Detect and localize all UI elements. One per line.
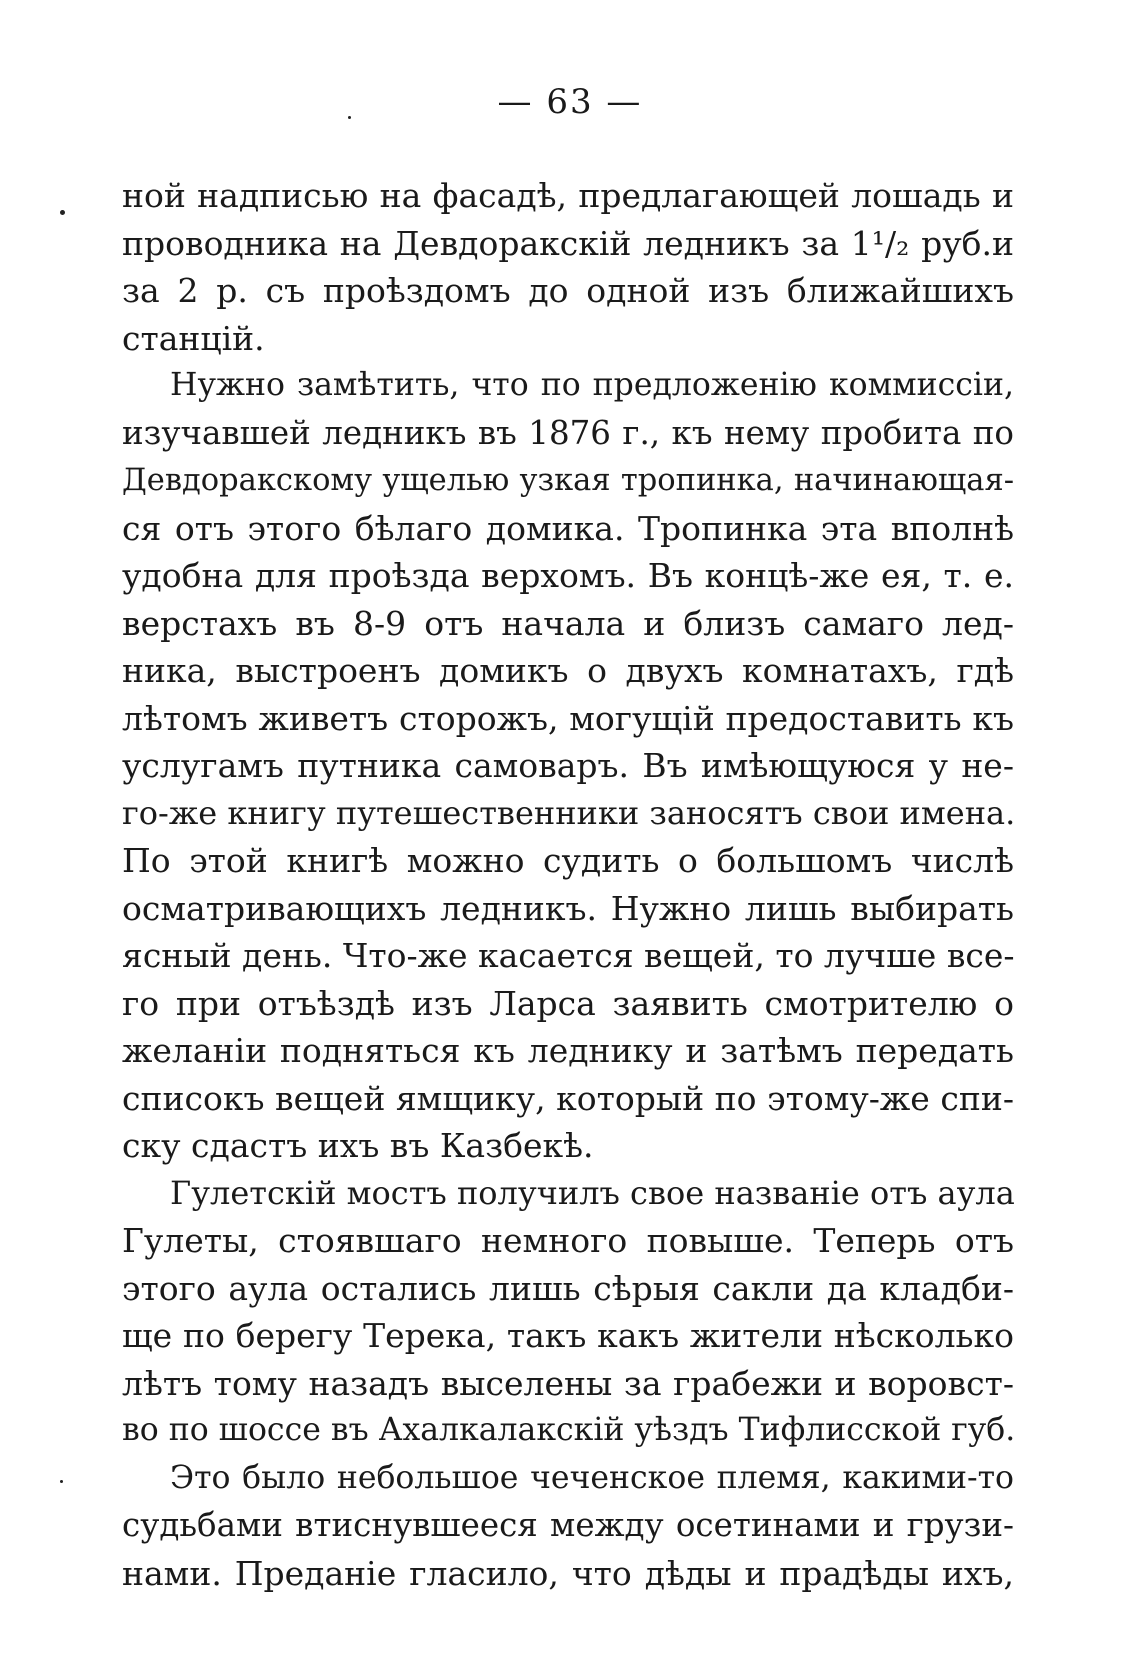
text-line: лѣтъ тому назадъ выселены за грабежи и воровст- <box>122 1363 1014 1403</box>
text-line: во по шоссе въ Ахалкалакскій уѣздъ Тифлисской губ. <box>122 1412 1016 1448</box>
body-text <box>122 172 1014 1597</box>
text-line: ску сдастъ ихъ въ Казбекѣ. <box>122 1126 594 1165</box>
text-line: ясный день. Что-же касается вещей, то лучше все- <box>122 936 1015 975</box>
text-line: ся отъ этого бѣлаго домика. Тропинка эта вполнѣ <box>122 508 1014 548</box>
text-line: этого аула остались лишь сѣрыя сакли да кладби- <box>122 1268 1014 1308</box>
text-line: По этой книгѣ можно судить о большомъ числѣ <box>122 841 1014 880</box>
text-line: Гулетскій мостъ получилъ свое названіе отъ аула <box>170 1173 1015 1212</box>
text-line: Гулеты, стоявшаго немного повыше. Теперь отъ <box>122 1221 1014 1260</box>
text-line: удобна для проѣзда верхомъ. Въ концѣ-же ея, т. е. <box>122 556 1014 595</box>
print-speck <box>60 1480 63 1483</box>
text-line: Нужно замѣтить, что по предложенію коммиссіи, <box>170 367 1014 403</box>
print-speck <box>60 210 65 215</box>
text-line: ще по берегу Терека, такъ какъ жители нѣсколько <box>122 1316 1014 1355</box>
text-line: услугамъ путника самоваръ. Въ имѣющуюся у не- <box>122 746 1014 785</box>
page-number: — 63 — <box>497 82 643 122</box>
text-line: го при отъѣздѣ изъ Ларса заявить смотрителю о <box>122 983 1014 1023</box>
text-line: нами. Преданіе гласило, что дѣды и прадѣды ихъ, <box>122 1553 1014 1593</box>
text-line: за 2 р. съ проѣздомъ до одной изъ ближайшихъ <box>122 271 1014 310</box>
text-line: желаніи подняться къ леднику и затѣмъ передать <box>122 1031 1014 1070</box>
print-speck <box>348 116 351 119</box>
text-line: списокъ вещей ямщику, который по этому-же спи- <box>122 1078 1014 1118</box>
text-line: го-же книгу путешественники заносятъ свои имена. <box>122 793 1016 832</box>
text-line: Девдоракскому ущелью узкая тропинка, начинающая- <box>122 463 1014 498</box>
text-line: Это было небольшое чеченское племя, какими-то <box>170 1459 1014 1496</box>
text-line: изучавшей ледникъ въ 1876 г., къ нему пробита по <box>122 413 1014 452</box>
text-line: станцій. <box>122 318 265 358</box>
text-line: проводника на Девдоракскій ледникъ за 1¹/₂ руб.и <box>122 223 1014 263</box>
text-line: ника, выстроенъ домикъ о двухъ комнатахъ, гдѣ <box>122 651 1014 690</box>
text-line: осматривающихъ ледникъ. Нужно лишь выбирать <box>122 888 1014 928</box>
text-line: ной надписью на фасадѣ, предлагающей лошадь и <box>122 176 1014 215</box>
text-line: лѣтомъ живетъ сторожъ, могущій предоставить къ <box>122 698 1014 738</box>
text-line: верстахъ въ 8-9 отъ начала и близъ самаго лед- <box>122 603 1014 643</box>
text-line: судьбами втиснувшееся между осетинами и грузи- <box>122 1506 1014 1544</box>
